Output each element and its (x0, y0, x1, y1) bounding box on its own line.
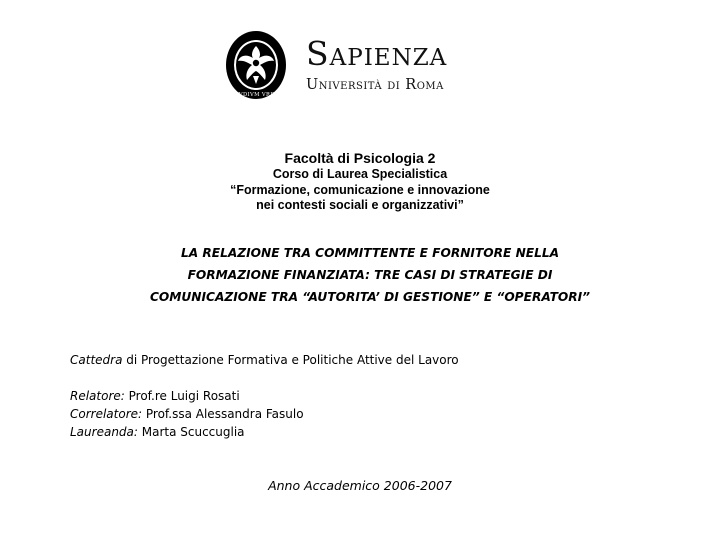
brand-text (306, 36, 447, 94)
faculty-block (150, 150, 570, 214)
relatore-value: Prof.re Luigi Rosati (124, 389, 240, 403)
thesis-title (90, 242, 650, 308)
correlatore-line (70, 405, 304, 423)
cattedra-line (70, 351, 459, 369)
university-logo (222, 30, 482, 100)
laureanda-value: Marta Scuccuglia (137, 425, 245, 439)
university-subtitle: Università di Roma (306, 77, 444, 93)
cattedra-label: Cattedra (70, 353, 123, 367)
cattedra-value: di Progettazione Formativa e Politiche Attive del Lavoro (122, 353, 459, 367)
faculty-name: Facoltà di Psicologia 2 (284, 150, 436, 166)
relatore-line (70, 387, 304, 405)
university-name: Sapienza (306, 34, 448, 73)
laureanda-label: Laureanda: (70, 425, 138, 439)
people-block (70, 387, 304, 441)
thesis-title-line-1: LA RELAZIONE TRA COMMITTENTE E FORNITORE NELLA (180, 246, 560, 260)
correlatore-value: Prof.ssa Alessandra Fasulo (142, 407, 304, 421)
course-name: Corso di Laurea Specialistica (272, 167, 448, 181)
seal-text: STVDIVM VRBIS (231, 92, 281, 98)
relatore-label: Relatore: (70, 389, 125, 403)
course-title-line-1: “Formazione, comunicazione e innovazione (230, 182, 490, 197)
academic-year: Anno Accademico 2006-2007 (268, 478, 452, 493)
sapienza-seal-icon (225, 30, 287, 100)
laureanda-line (70, 423, 304, 441)
thesis-title-line-2: FORMAZIONE FINANZIATA: TRE CASI DI STRATEGIE DI (187, 268, 553, 282)
thesis-title-line-3: COMUNICAZIONE TRA “AUTORITA’ DI GESTIONE” E “OPERATORI” (149, 290, 591, 304)
course-title-line-2: nei contesti sociali e organizzativi” (256, 198, 464, 212)
correlatore-label: Correlatore: (70, 407, 143, 421)
